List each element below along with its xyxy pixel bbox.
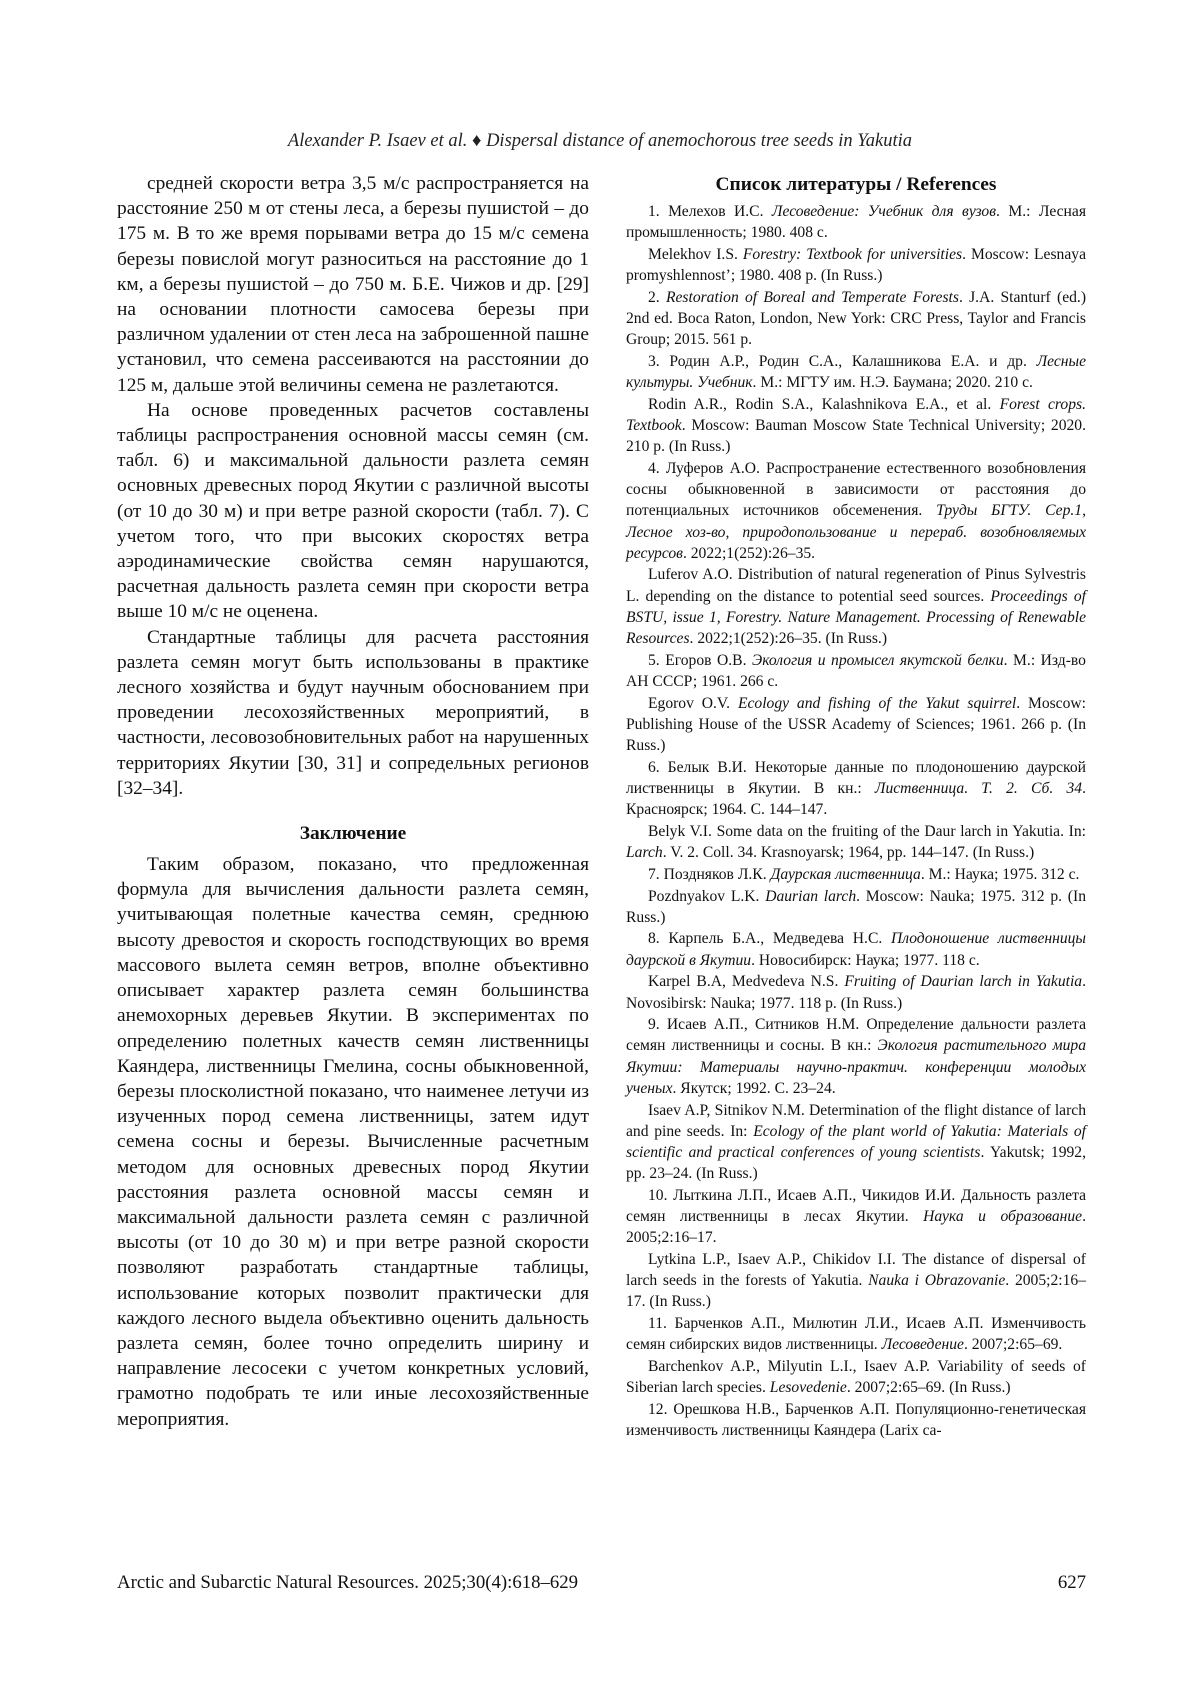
reference-entry	[626, 564, 1086, 649]
reference-entry	[626, 458, 1086, 564]
reference-italic: Лиственница. Т. 2. Сб. 34	[874, 779, 1083, 797]
reference-entry	[626, 650, 1086, 692]
reference-plain: 1. Мелехов И.С.	[648, 203, 772, 220]
reference-plain: 5. Егоров О.В.	[648, 651, 752, 669]
reference-plain: 6. Белык В.И. Некоторые данные по плодоношению даурской лиственницы в Якутии. В кн.:	[626, 758, 1086, 797]
body-paragraph: Стандартные таблицы для расчета расстояния разлета семян могут быть использованы в практике лесного хозяйства и будут научным обоснованием при проведении лесохозяйственных мероприятий, в частности, лесовозобновительных работ на нарушенных территориях Якутии [30, 31] и сопредельных регионов [32–34].	[117, 626, 589, 799]
reference-rest: . Moscow: Lesnaya promyshlennost’; 1980. 408 p. (In Russ.)	[626, 245, 1086, 285]
reference-plain: 9. Исаев А.П., Ситников Н.М. Определение дальности разлета семян лиственницы и сосны. В кн.:	[626, 1016, 1086, 1055]
reference-italic: Даурская лиственница	[770, 865, 921, 883]
reference-entry	[626, 693, 1086, 757]
reference-italic: Лесоведение: Учебник для вузов	[771, 203, 996, 220]
reference-plain: Karpel B.A, Medvedeva N.S.	[648, 973, 845, 991]
reference-italic: Лесоведение	[881, 1336, 964, 1354]
reference-entry	[626, 1313, 1086, 1355]
body-paragraph: На основе проведенных расчетов составлены таблицы распространения основной массы семян (см. табл. 6) и максимальной дальности разлета семян основных древесных пород Якутии с различной высоты (от 10 до 30 м) и при ветре разной скорости (табл. 7). С учетом того, что при высоких скоростях ветра аэродинамические свойства семян нарушаются, расчетная дальность разлета семян при скорости ветра выше 10 м/с не оценена.	[117, 399, 589, 623]
reference-italic: Экология растительного мира Якутии: Материалы научно-практич. конференции молодых ученых	[626, 1037, 1086, 1097]
reference-entry	[626, 394, 1086, 458]
reference-italic: Restoration of Boreal and Temperate Forests	[665, 288, 959, 306]
reference-rest: . 2022;1(252):26–35.	[682, 544, 816, 562]
reference-italic: Fruiting of Daurian larch in Yakutia	[844, 973, 1083, 991]
reference-entry	[626, 928, 1086, 970]
reference-entry	[626, 1014, 1086, 1099]
conclusion-paragraph: Таким образом, показано, что предложенная формула для вычисления дальности разлета семян, учитывающая полетные качества семян, среднюю высоту древостоя и скорость господствующих во время массового вылета семян ветров, вполне объективно описывает характер разлета семян большинства анемохорных деревьев Якутии. В экспериментах по определению полетных качеств семян лиственницы Каяндера, лиственницы Гмелина, сосны обыкновенной, березы плосколистной показано, что наименее летучи из изученных пород семена лиственницы, затем идут семена сосны и березы. Вычисленные расчетным методом для основных древесных пород Якутии расстояния разлета основной массы семян и максимальной дальности разлета семян с различной высоты (от 10 до 30 м) и при ветре разной скорости позволяют разработать стандартные таблицы, использование которых позволит практически для каждого лесного выдела объективно оценить дальность разлета семян, более точно определить ширину и направление лесосеки с учетом конкретных условий, грамотно подобрать те или иные лесохозяйственные мероприятия.	[117, 854, 589, 1430]
reference-italic: Ecology of the plant world of Yakutia: Materials of scientific and practical conferences of young scientists	[626, 1122, 1087, 1161]
reference-entry	[626, 1249, 1086, 1313]
conclusion-heading: Заключение	[299, 823, 407, 845]
reference-italic: Лесные культуры. Учебник	[626, 352, 1086, 392]
reference-italic: Наука и образование	[923, 1208, 1083, 1226]
reference-rest: . М.: Лесная промышленность; 1980. 408 с.	[626, 203, 1086, 242]
reference-rest: . Moscow: Publishing House of the USSR Academy of Sciences; 1961. 266 p. (In Russ.)	[626, 694, 1086, 755]
reference-rest: . 2007;2:65–69.	[963, 1336, 1063, 1354]
body-paragraph: средней скорости ветра 3,5 м/с распространяется на расстояние 250 м от стены леса, а березы пушистой – до 175 м. В то же время порывами ветра до 15 м/с семена березы повислой могут разноситься на расстояние до 1 км, а березы пушистой – до 750 м. Б.Е. Чижов и др. [29] на основании плотности самосева березы при различном удалении от стен леса на заброшенной пашне установил, что семена рассеиваются на расстоянии до 125 м, дальше этой величины семена не разлетаются.	[117, 173, 589, 396]
references-column	[626, 173, 1086, 1442]
reference-italic: Larch	[626, 844, 663, 862]
reference-plain: Barchenkov A.P., Milyutin L.I., Isaev A.P. Variability of seeds of Siberian larch species.	[626, 1357, 1086, 1397]
reference-rest: . М.: Изд-во АН СССР; 1961. 266 с.	[626, 651, 1086, 690]
reference-rest: . 2007;2:65–69. (In Russ.)	[846, 1379, 1011, 1397]
reference-italic: Экология и промысел якутской белки	[751, 651, 1004, 669]
reference-rest: . 2005;2:16–17. (In Russ.)	[626, 1272, 1086, 1311]
reference-italic: Труды БГТУ. Сер.1, Лесное хоз-во, природопользование и перераб. возобновляемых ресурсов	[626, 502, 1086, 562]
reference-entry	[626, 351, 1086, 393]
reference-entry	[626, 971, 1086, 1013]
reference-italic: Proceedings of BSTU, issue 1, Forestry. Nature Management. Processing of Renewable Resources	[626, 587, 1087, 648]
reference-rest: . Moscow: Nauka; 1975. 312 p. (In Russ.)	[626, 887, 1086, 926]
journal-footer: Arctic and Subarctic Natural Resources. 2025;30(4):618–629	[117, 1572, 579, 1593]
reference-entry	[626, 1399, 1086, 1441]
reference-italic: Forestry: Textbook for universities	[742, 245, 963, 263]
reference-plain: 2.	[648, 288, 666, 306]
reference-list	[626, 201, 1086, 1441]
reference-plain: Belyk V.I. Some data on the fruiting of the Daur larch in Yakutia. In:	[648, 822, 1086, 840]
reference-plain: Rodin A.R., Rodin S.A., Kalashnikova E.A., et al.	[648, 395, 1000, 413]
reference-entry	[626, 1185, 1086, 1249]
running-head: Alexander P. Isaev et al. ♦ Dispersal distance of anemochorous tree seeds in Yakutia	[287, 131, 913, 151]
reference-italic: Forest crops. Textbook	[626, 395, 1086, 435]
reference-rest: . М.: Наука; 1975. 312 с.	[920, 865, 1080, 883]
reference-plain: Isaev A.P, Sitnikov N.M. Determination of the flight distance of larch and pine seeds. In:	[626, 1101, 1086, 1140]
reference-rest: . V. 2. Coll. 34. Krasnoyarsk; 1964, pp. 144–147. (In Russ.)	[662, 844, 1035, 862]
reference-plain: 7. Поздняков Л.К.	[648, 865, 771, 883]
reference-plain: 11. Барченков А.П., Милютин Л.И., Исаев А.П. Изменчивость семян сибирских видов лиственницы.	[626, 1315, 1086, 1354]
reference-plain: 12. Орешкова Н.В., Барченков А.П. Популяционно-генетическая изменчивость лиственницы Каяндера (Larix ca-	[626, 1400, 1086, 1440]
reference-rest: . J.A. Stanturf (ed.) 2nd ed. Boca Raton, London, New York: CRC Press, Taylor and Francis Group; 2015. 561 p.	[626, 288, 1087, 349]
reference-plain: Melekhov I.S.	[648, 245, 743, 263]
reference-entry	[626, 757, 1086, 821]
reference-plain: Luferov A.O. Distribution of natural regeneration of Pinus Sylvestris L. depending on the distance to potential seed sources.	[626, 566, 1086, 605]
reference-italic: Lesovedenie	[769, 1379, 847, 1397]
reference-rest: . 2005;2:16–17.	[626, 1208, 1086, 1247]
reference-italic: Ecology and fishing of the Yakut squirrel	[737, 694, 1017, 712]
reference-rest: . 2022;1(252):26–35. (In Russ.)	[689, 630, 888, 648]
reference-rest: . Якутск; 1992. С. 23–24.	[672, 1079, 836, 1097]
reference-entry	[626, 864, 1086, 885]
reference-entry	[626, 287, 1086, 351]
reference-plain: 3. Родин А.Р., Родин С.А., Калашникова Е.А. и др.	[648, 352, 1037, 370]
reference-entry	[626, 244, 1086, 286]
reference-entry	[626, 1356, 1086, 1398]
references-heading: Список литературы / References	[715, 174, 997, 195]
reference-plain: 10. Лыткина Л.П., Исаев А.П., Чикидов И.И. Дальность разлета семян лиственницы в лесах Якутии.	[626, 1186, 1086, 1226]
reference-plain: 4. Луферов А.О. Распространение естественного возобновления сосны обыкновенной в зависимости от расстояния до потенциальных источников обсеменения.	[626, 459, 1086, 520]
reference-plain: Lytkina L.P., Isaev A.P., Chikidov I.I. The distance of dispersal of larch seeds in the forests of Yakutia.	[626, 1250, 1086, 1290]
reference-rest: . Moscow: Bauman Moscow State Technical University; 2020. 210 p. (In Russ.)	[626, 417, 1086, 456]
reference-rest: . Красноярск; 1964. С. 144–147.	[626, 779, 1087, 819]
reference-italic: Плодоношение лиственницы даурской в Якутии	[626, 930, 1086, 969]
reference-plain: Egorov O.V.	[648, 694, 738, 712]
reference-italic: Daurian larch	[765, 887, 857, 905]
left-column	[117, 171, 589, 1432]
reference-plain: Pozdnyakov L.K.	[648, 887, 766, 905]
reference-plain: 8. Карпель Б.А., Медведева Н.С.	[648, 930, 891, 948]
reference-rest: . Novosibirsk: Nauka; 1977. 118 p. (In Russ.)	[626, 973, 1087, 1012]
reference-rest: . М.: МГТУ им. Н.Э. Баумана; 2020. 210 с.	[752, 374, 1033, 392]
reference-rest: . Новосибирск: Наука; 1977. 118 с.	[751, 951, 980, 969]
page-number: 627	[1057, 1572, 1086, 1593]
reference-entry	[626, 821, 1086, 863]
reference-entry	[626, 201, 1086, 243]
reference-entry	[626, 1100, 1086, 1185]
reference-italic: Nauka i Obrazovanie	[868, 1272, 1006, 1290]
reference-entry	[626, 886, 1086, 928]
reference-rest: . Yakutsk; 1992, pp. 23–24. (In Russ.)	[626, 1143, 1086, 1183]
